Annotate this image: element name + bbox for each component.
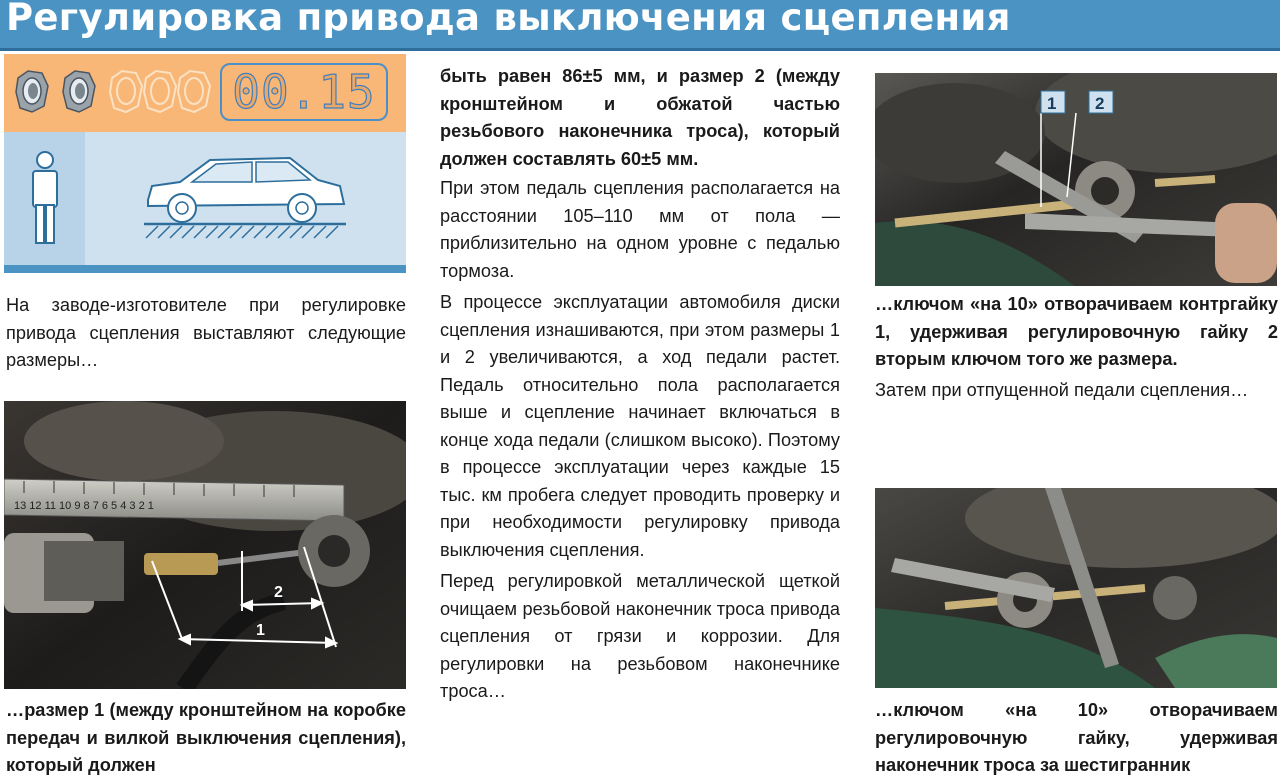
- photo-label-1: 1: [1047, 94, 1057, 113]
- person-icon: [27, 150, 63, 246]
- paragraph-cleaning: Перед регулировкой металлической щеткой очищаем резьбовой наконечник троса привода сцепления от грязи и коррозии. Для регулировки на резьбовом наконечнике троса…: [440, 571, 840, 701]
- right-photo-caption: [875, 697, 1278, 780]
- adjusting-nut-photo: [875, 488, 1277, 688]
- dimension-label-1: 1: [256, 622, 265, 639]
- nut-icon: [61, 68, 97, 114]
- info-panel-divider: [4, 265, 406, 273]
- page-title: Регулировка привода выключения сцепления: [6, 0, 1011, 39]
- paragraph-pedal-position: При этом педаль сцепления располагается на расстоянии 105–110 мм от пола — приблизительно на одном уровне с педалью тормоза.: [440, 178, 840, 281]
- dimension-label-2: 2: [274, 584, 283, 601]
- caption-continuation: быть равен 86±5 мм, и размер 2 (между кронштейном и обжатой частью резьбового наконечника троса), который должен составлять 60±5 мм.: [440, 66, 840, 169]
- locknut-caption: …ключом «на 10» отворачиваем контргайку 1, удерживая регулировочную гайку 2 вторым ключом того же размера.: [875, 294, 1278, 369]
- locknut-wrench-photo: [875, 73, 1277, 286]
- car-on-platform-icon: [140, 148, 350, 244]
- right-text-block-top: [875, 291, 1278, 404]
- nut-icon: [14, 68, 50, 114]
- middle-text-block: [440, 63, 840, 706]
- photo-label-2: 2: [1095, 94, 1105, 113]
- time-estimate-display: 00.15: [220, 63, 388, 121]
- nut-outline-icon: [108, 68, 144, 114]
- nut-outline-icon: [176, 68, 212, 114]
- left-photo-caption: [6, 697, 406, 780]
- adjusting-nut-caption: …ключом «на 10» отворачиваем регулировочную гайку, удерживая наконечник троса за шестигранник: [875, 700, 1278, 775]
- caption-text: …размер 1 (между кронштейном на коробке передач и вилкой выключения сцепления), который должен: [6, 700, 406, 775]
- intro-text-block: [6, 292, 406, 375]
- intro-paragraph: На заводе-изготовителе при регулировке привода сцепления выставляют следующие размеры…: [6, 295, 406, 370]
- header-divider: [0, 48, 1280, 51]
- nut-outline-icon: [142, 68, 178, 114]
- ruler-scale-text: 13 12 11 10 9 8 7 6 5 4 3 2 1: [14, 500, 154, 512]
- header-bar: [0, 0, 1280, 48]
- clutch-dimensions-photo: [4, 401, 406, 689]
- paragraph-wear: В процессе эксплуатации автомобиля диски сцепления изнашиваются, при этом размеры 1 и 2 увеличиваются, а ход педали растет. Педаль относительно пола располагается выше и сцепление начинает включаться в конце хода педали (слишком высоко). Поэтому в процессе эксплуатации через каждые 15 тыс. км пробега следует проводить проверку и при необходимости регулировку привода выключения сцепления.: [440, 292, 840, 560]
- paragraph-pedal-released: Затем при отпущенной педали сцепления…: [875, 379, 1249, 400]
